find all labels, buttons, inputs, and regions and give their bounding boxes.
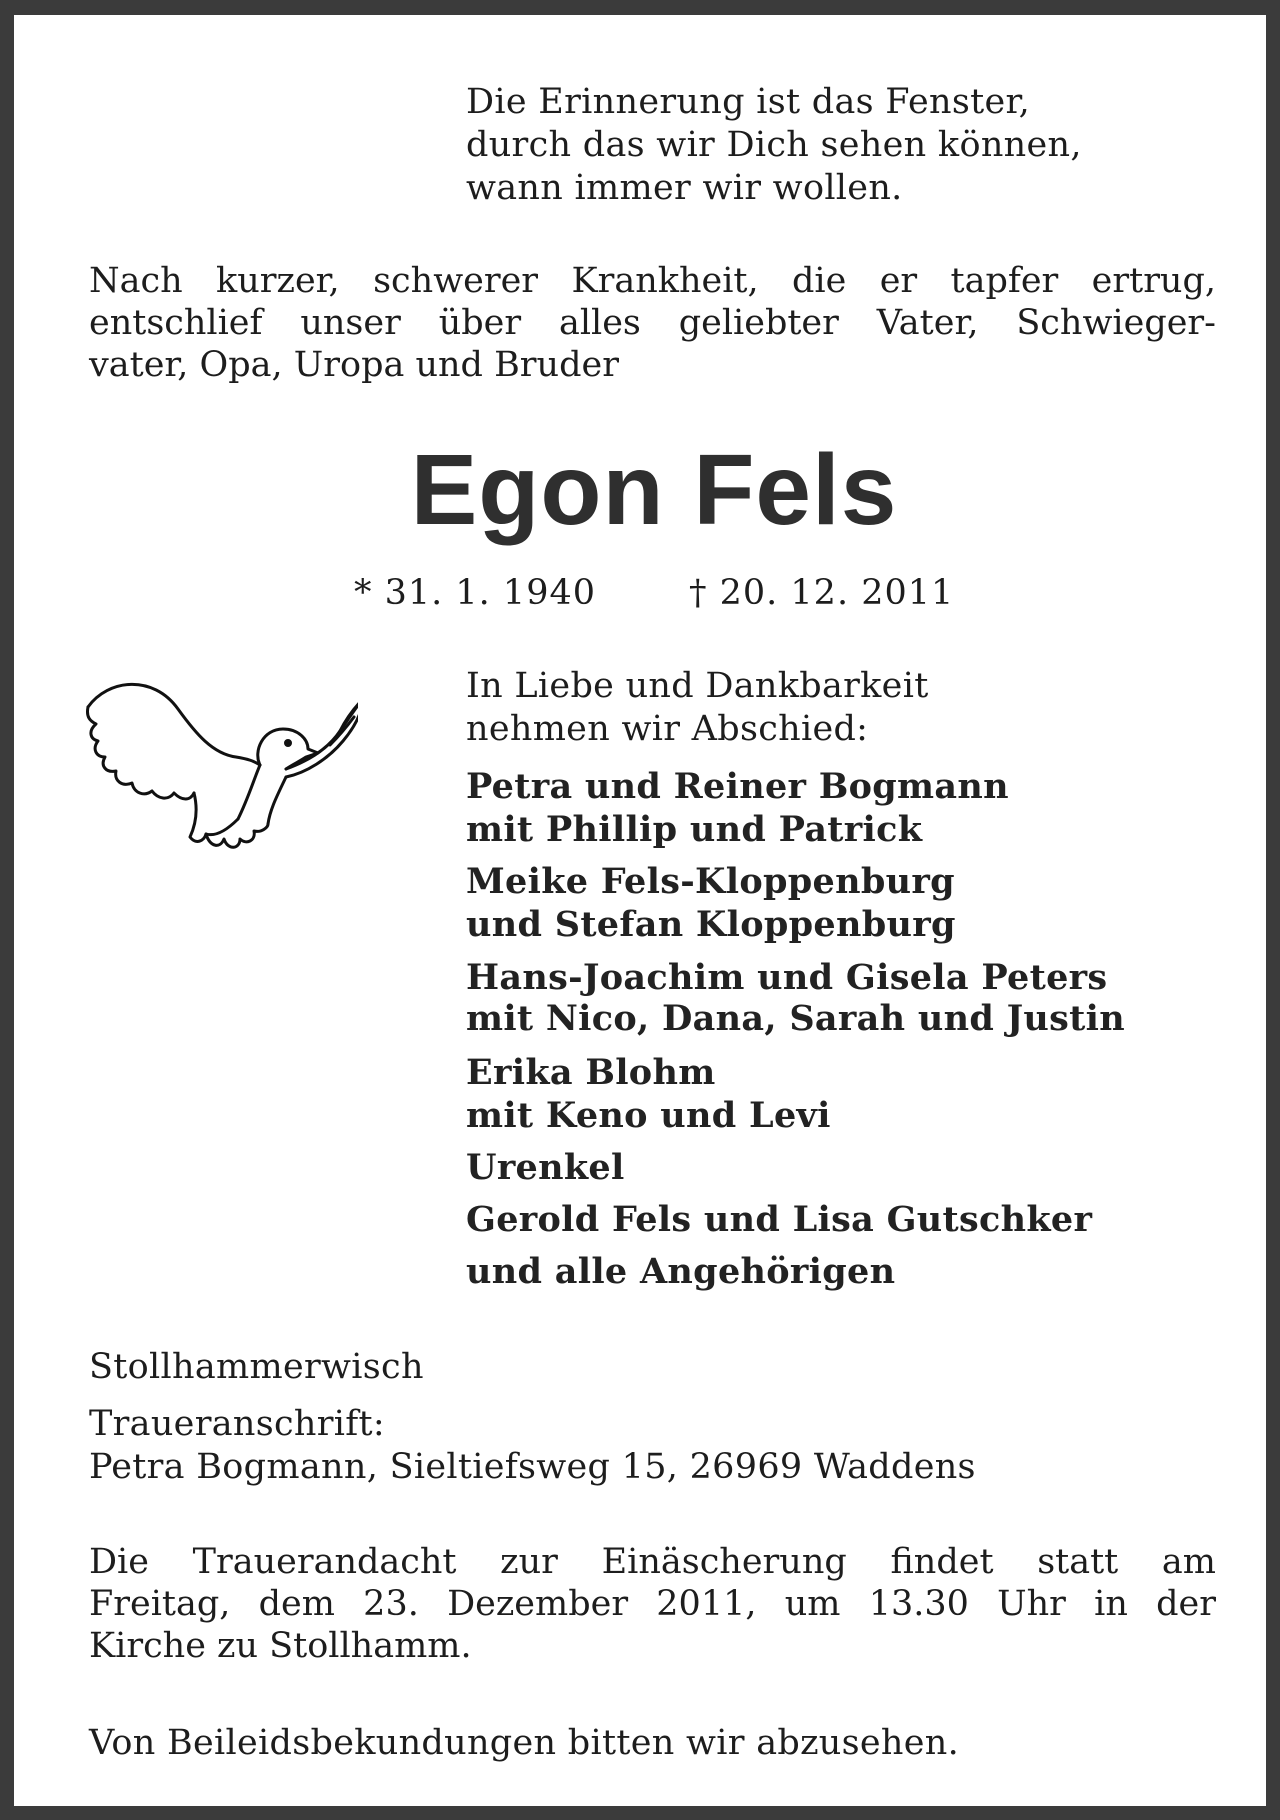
death-date: † 20. 12. 2011 bbox=[689, 573, 955, 613]
farewell-line-1: In Liebe und Dankbarkeit bbox=[466, 666, 929, 706]
deceased-name: Egon Fels bbox=[410, 434, 898, 546]
mourner-group-3-line-2: mit Nico, Dana, Sarah und Justin bbox=[466, 998, 1125, 1039]
poem-line-1: Die Erinnerung ist das Fenster, bbox=[466, 82, 1031, 122]
mourner-group-4-line-1: Erika Blohm bbox=[466, 1052, 716, 1093]
poem-line-2: durch das wir Dich sehen können, bbox=[466, 125, 1082, 165]
intro-line-2: entschlief unser über alles geliebter Vater, Schwieger- bbox=[89, 303, 1216, 343]
service-paragraph bbox=[89, 1541, 1216, 1667]
address: Petra Bogmann, Sieltiefsweg 15, 26969 Waddens bbox=[89, 1447, 976, 1487]
mourner-group-7-line-1: und alle Angehörigen bbox=[466, 1251, 896, 1292]
mourner-group-2-line-1: Meike Fels-Kloppenburg bbox=[466, 861, 955, 902]
mourner-group-1-line-1: Petra und Reiner Bogmann bbox=[466, 766, 1009, 807]
service-line-2: Freitag, dem 23. Dezember 2011, um 13.30 Uhr in der bbox=[89, 1584, 1216, 1624]
intro-paragraph bbox=[89, 260, 1216, 386]
condolence-note: Von Beileidsbekundungen bitten wir abzusehen. bbox=[89, 1723, 960, 1763]
service-line-3: Kirche zu Stollhamm. bbox=[89, 1626, 472, 1666]
poem-line-3: wann immer wir wollen. bbox=[466, 168, 903, 208]
mourner-group-2-line-2: und Stefan Kloppenburg bbox=[466, 904, 956, 945]
dove-icon bbox=[78, 669, 358, 904]
service-line-1: Die Trauerandacht zur Einäscherung findet statt am bbox=[89, 1542, 1216, 1582]
intro-line-3: vater, Opa, Uropa und Bruder bbox=[89, 345, 619, 385]
mourner-group-5-line-1: Urenkel bbox=[466, 1147, 625, 1188]
farewell-line-2: nehmen wir Abschied: bbox=[466, 709, 869, 749]
birth-date: * 31. 1. 1940 bbox=[354, 573, 597, 613]
mourner-group-3-line-1: Hans-Joachim und Gisela Peters bbox=[466, 957, 1108, 998]
place: Stollhammerwisch bbox=[89, 1347, 424, 1387]
mourner-group-1-line-2: mit Phillip und Patrick bbox=[466, 809, 923, 850]
mourner-group-6-line-1: Gerold Fels und Lisa Gutschker bbox=[466, 1199, 1093, 1240]
mourner-group-4-line-2: mit Keno und Levi bbox=[466, 1095, 831, 1136]
life-dates bbox=[14, 571, 1280, 616]
intro-line-1: Nach kurzer, schwerer Krankheit, die er tapfer ertrug, bbox=[89, 261, 1216, 301]
address-label: Traueranschrift: bbox=[89, 1404, 385, 1444]
